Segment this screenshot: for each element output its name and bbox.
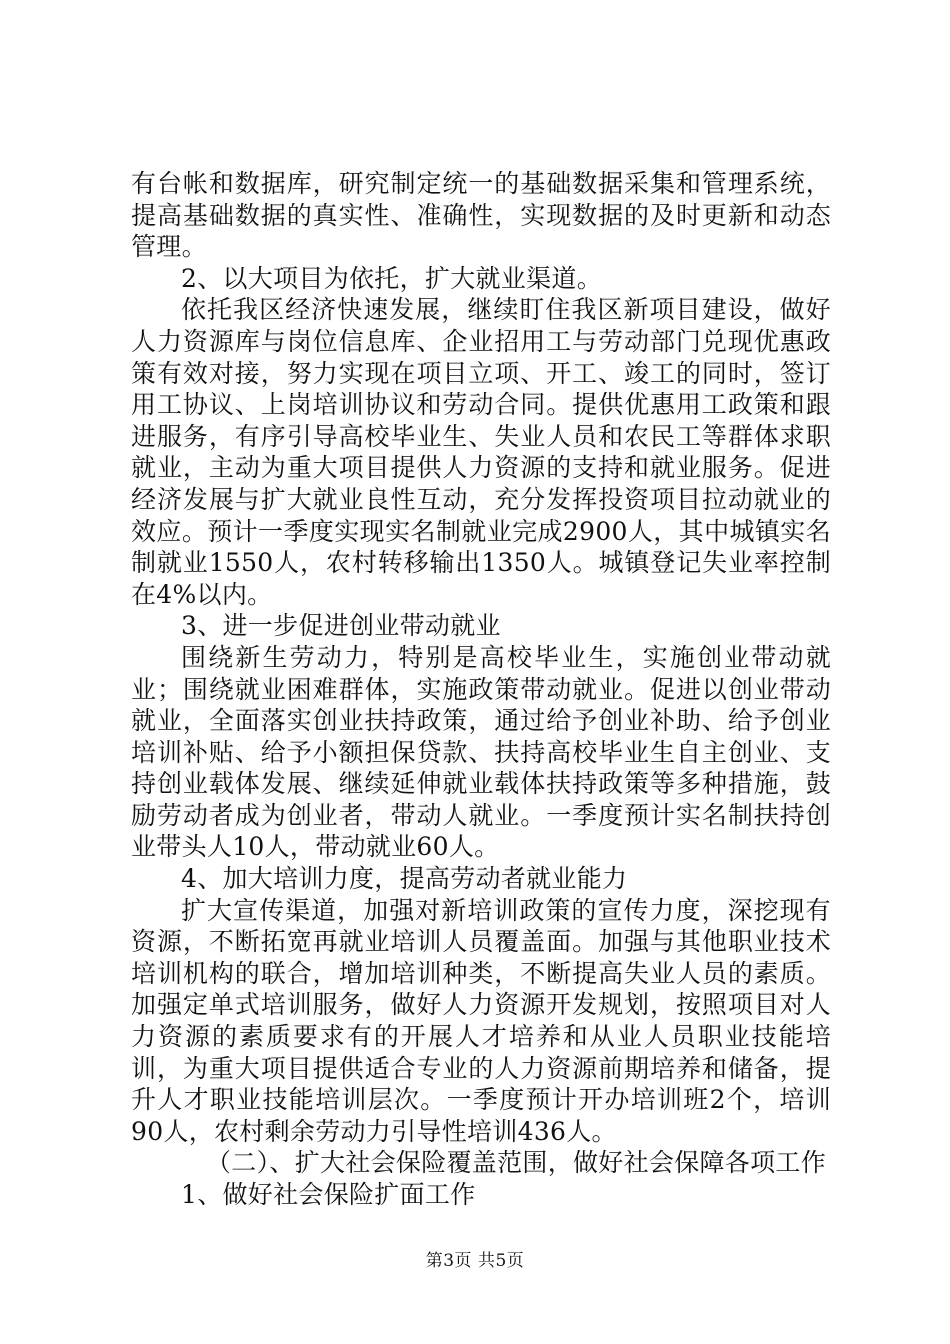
chapter-subheading: （二）、扩大社会保险覆盖范围，做好社会保障各项工作 — [206, 1148, 827, 1178]
document-body — [131, 168, 831, 1211]
section-heading: 2、以大项目为依托，扩大就业渠道。 — [181, 263, 603, 293]
section-heading: 1、做好社会保险扩面工作 — [181, 1180, 476, 1209]
paragraph: 围绕新生劳动力，特别是高校毕业生，实施创业带动就业；围绕就业困难群体，实施政策带动就业。促进以创业带动就业，全面落实创业扶持政策，通过给予创业补助、给予创业培训补贴、给予小额担保贷款、扶持高校毕业生自主创业、支持创业载体发展、继续延伸就业载体扶持政策等多种措施，鼓励劳动者成为创业者，带动人就业。一季度预计实名制扶持创业带头人10人，带动就业60人。 — [131, 642, 831, 862]
section-heading: 3、进一步促进创业带动就业 — [181, 611, 501, 641]
paragraph-continuation: 有台帐和数据库，研究制定统一的基础数据采集和管理系统，提高基础数据的真实性、准确性，实现数据的及时更新和动态管理。 — [131, 169, 831, 262]
paragraph: 依托我区经济快速发展，继续盯住我区新项目建设，做好人力资源库与岗位信息库、企业招用工与劳动部门兑现优惠政策有效对接，努力实现在项目立项、开工、竣工的同时，签订用工协议、上岗培训协议和劳动合同。提供优惠用工政策和跟进服务，有序引导高校毕业生、失业人员和农民工等群体求职就业，主动为重大项目提供人力资源的支持和就业服务。促进经济发展与扩大就业良性互动，充分发挥投资项目拉动就业的效应。预计一季度实现实名制就业完成2900人，其中城镇实名制就业1550人，农村转移输出1350人。城镇登记失业率控制在4%以内。 — [131, 295, 831, 609]
paragraph: 扩大宣传渠道，加强对新培训政策的宣传力度，深挖现有资源，不断拓宽再就业培训人员覆盖面。加强与其他职业技术培训机构的联合，增加培训种类，不断提高失业人员的素质。加强定单式培训服务，做好人力资源开发规划，按照项目对人力资源的素质要求有的开展人才培养和从业人员职业技能培训，为重大项目提供适合专业的人力资源前期培养和储备，提升人才职业技能培训层次。一季度预计开办培训班2个，培训90人，农村剩余劳动力引导性培训436人。 — [131, 895, 831, 1146]
section-heading: 4、加大培训力度，提高劳动者就业能力 — [181, 864, 628, 894]
page-number-footer: 第3页 共5页 — [425, 1251, 525, 1271]
